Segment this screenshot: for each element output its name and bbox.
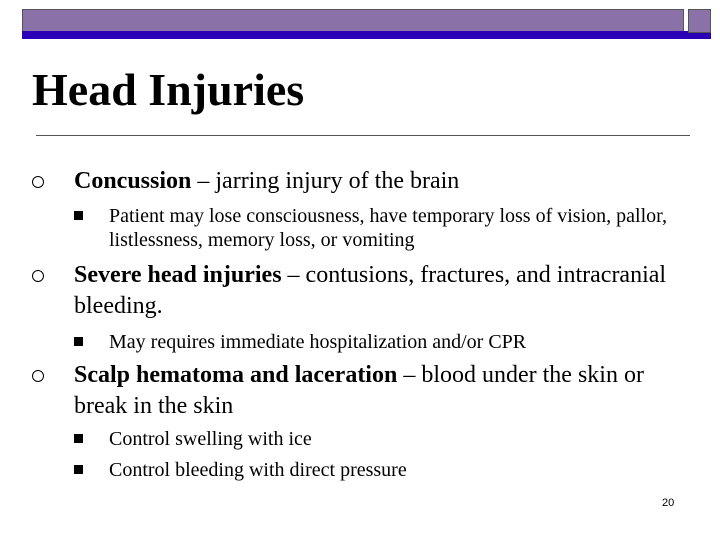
sub-bullet-item: [109, 204, 669, 252]
bullet-text: – contusions, fractures, and intracranial bleeding.: [74, 262, 667, 319]
slide-title: Head Injuries: [32, 64, 305, 115]
filled-square-bullet-icon: [74, 211, 83, 220]
bullet-text: – blood under the skin or break in the skin: [74, 362, 644, 419]
bullet-severe-head-injuries: [74, 260, 674, 322]
filled-square-bullet-icon: [74, 434, 83, 443]
filled-square-bullet-icon: [74, 465, 83, 474]
bullet-term: Severe head injuries: [74, 262, 282, 288]
sub-bullet-text: Control swelling with ice: [109, 428, 312, 450]
hollow-circle-bullet-icon: [32, 176, 44, 188]
sub-bullet-item: [109, 427, 669, 451]
filled-square-bullet-icon: [74, 337, 83, 346]
bullet-term: Scalp hematoma and laceration: [74, 362, 398, 388]
bullet-term: Concussion: [74, 168, 192, 194]
hollow-circle-bullet-icon: [32, 370, 44, 382]
sub-bullet-text: Control bleeding with direct pressure: [109, 459, 407, 481]
sub-bullet-item: [109, 330, 669, 354]
bullet-text: – jarring injury of the brain: [191, 168, 460, 194]
bullet-concussion: [74, 166, 674, 197]
bullet-scalp-hematoma: [74, 360, 674, 422]
sub-bullet-text: May requires immediate hospitalization and/or CPR: [109, 331, 527, 353]
sub-bullet-item: [109, 458, 669, 482]
sub-bullet-text: Patient may lose consciousness, have temporary loss of vision, pallor, listlessness, memory loss, or vomiting: [109, 205, 667, 251]
hollow-circle-bullet-icon: [32, 270, 44, 282]
page-number: 20: [662, 497, 675, 509]
